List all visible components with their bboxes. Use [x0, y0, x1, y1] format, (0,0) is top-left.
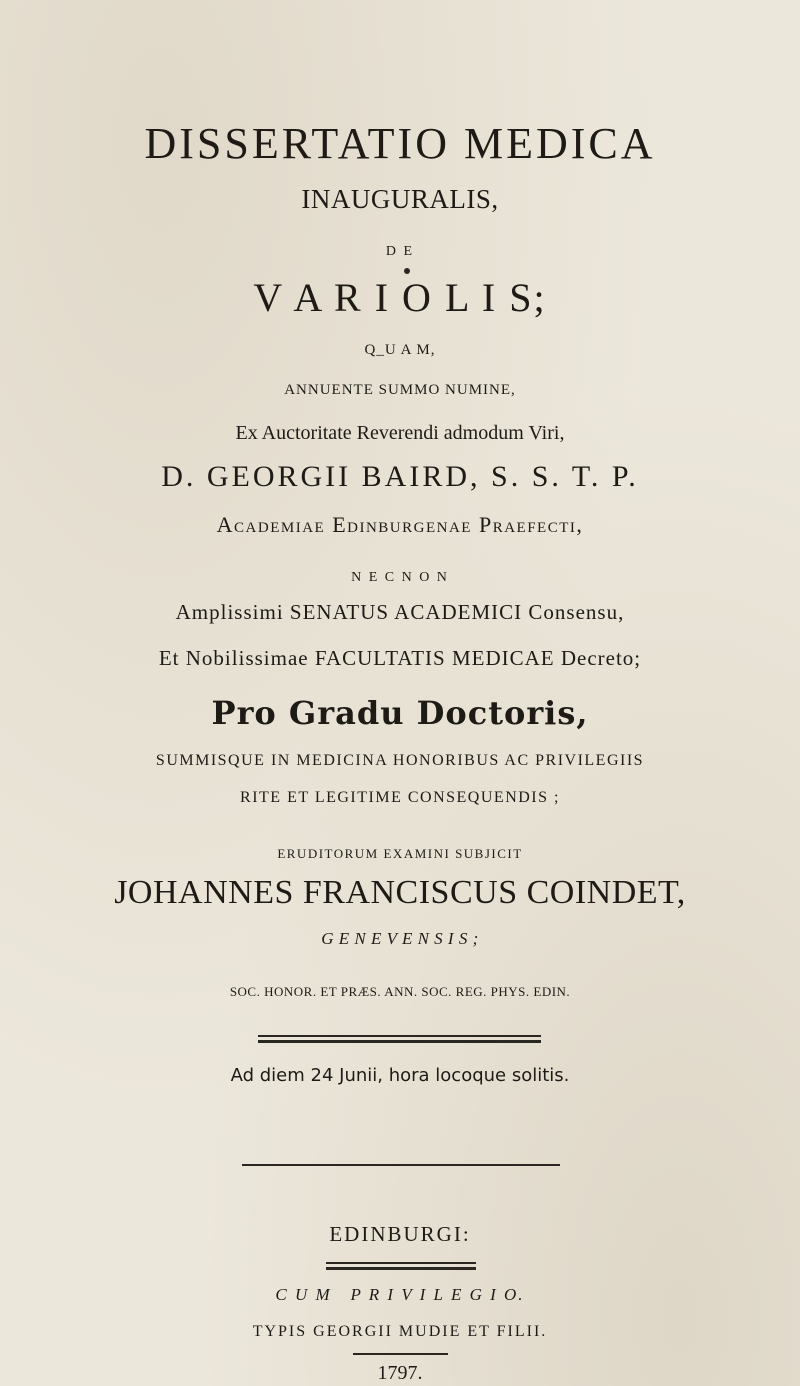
quam-line: Q_U A M, [364, 342, 436, 358]
imprint-privilege: C U M P R I V I L E G I O. [275, 1285, 525, 1304]
auctoritate-line: Ex Auctoritate Reverendi admodum Viri, [235, 422, 565, 444]
eruditorum-line: ERUDITORUM EXAMINI SUBJICIT [277, 846, 523, 861]
imprint-printer: TYPIS GEORGII MUDIE ET FILII. [252, 1323, 548, 1340]
rite-line: RITE ET LEGITIME CONSEQUENDIS ; [240, 789, 560, 806]
senatus-line: Amplissimi SENATUS ACADEMICI Consensu, [175, 600, 625, 624]
necnon-line: N E C N O N [351, 570, 449, 585]
imprint-year: 1797. [377, 1362, 423, 1384]
short-double-rule-bottom [326, 1267, 476, 1270]
annuente-line: ANNUENTE SUMMO NUMINE, [284, 382, 516, 398]
author-origin: G E N E V E N S I S ; [321, 929, 479, 948]
title-de: D E [385, 244, 415, 259]
imprint-place: EDINBURGI: [329, 1222, 471, 1246]
pro-gradu-line: Pro Gradu Doctoris, [211, 694, 589, 732]
title-subject: V A R I O L I S; [253, 275, 547, 320]
praeses-name: D. GEORGII BAIRD, S. S. T. P. [161, 460, 639, 493]
double-rule-top [258, 1035, 541, 1037]
short-double-rule-top [326, 1262, 476, 1264]
academiae-line: Academiae Edinburgenae Praefecti, [216, 512, 584, 537]
author-name: JOHANNES FRANCISCUS COINDET, [114, 874, 686, 911]
summisque-line: SUMMISQUE IN MEDICINA HONORIBUS AC PRIVILEGIIS [155, 752, 645, 769]
double-rule-bottom [258, 1040, 541, 1043]
affiliation-line: SOC. HONOR. ET PRÆS. ANN. SOC. REG. PHYS. EDIN. [229, 984, 571, 999]
title-line-1: DISSERTATIO MEDICA [144, 119, 656, 168]
title-line-2: INAUGURALIS, [301, 184, 499, 214]
facultatis-line: Et Nobilissimae FACULTATIS MEDICAE Decreto; [158, 646, 642, 670]
thin-rule [242, 1164, 560, 1166]
date-line: Ad diem 24 Junii, hora locoque solitis. [230, 1065, 570, 1086]
imprint-dash [353, 1353, 448, 1355]
